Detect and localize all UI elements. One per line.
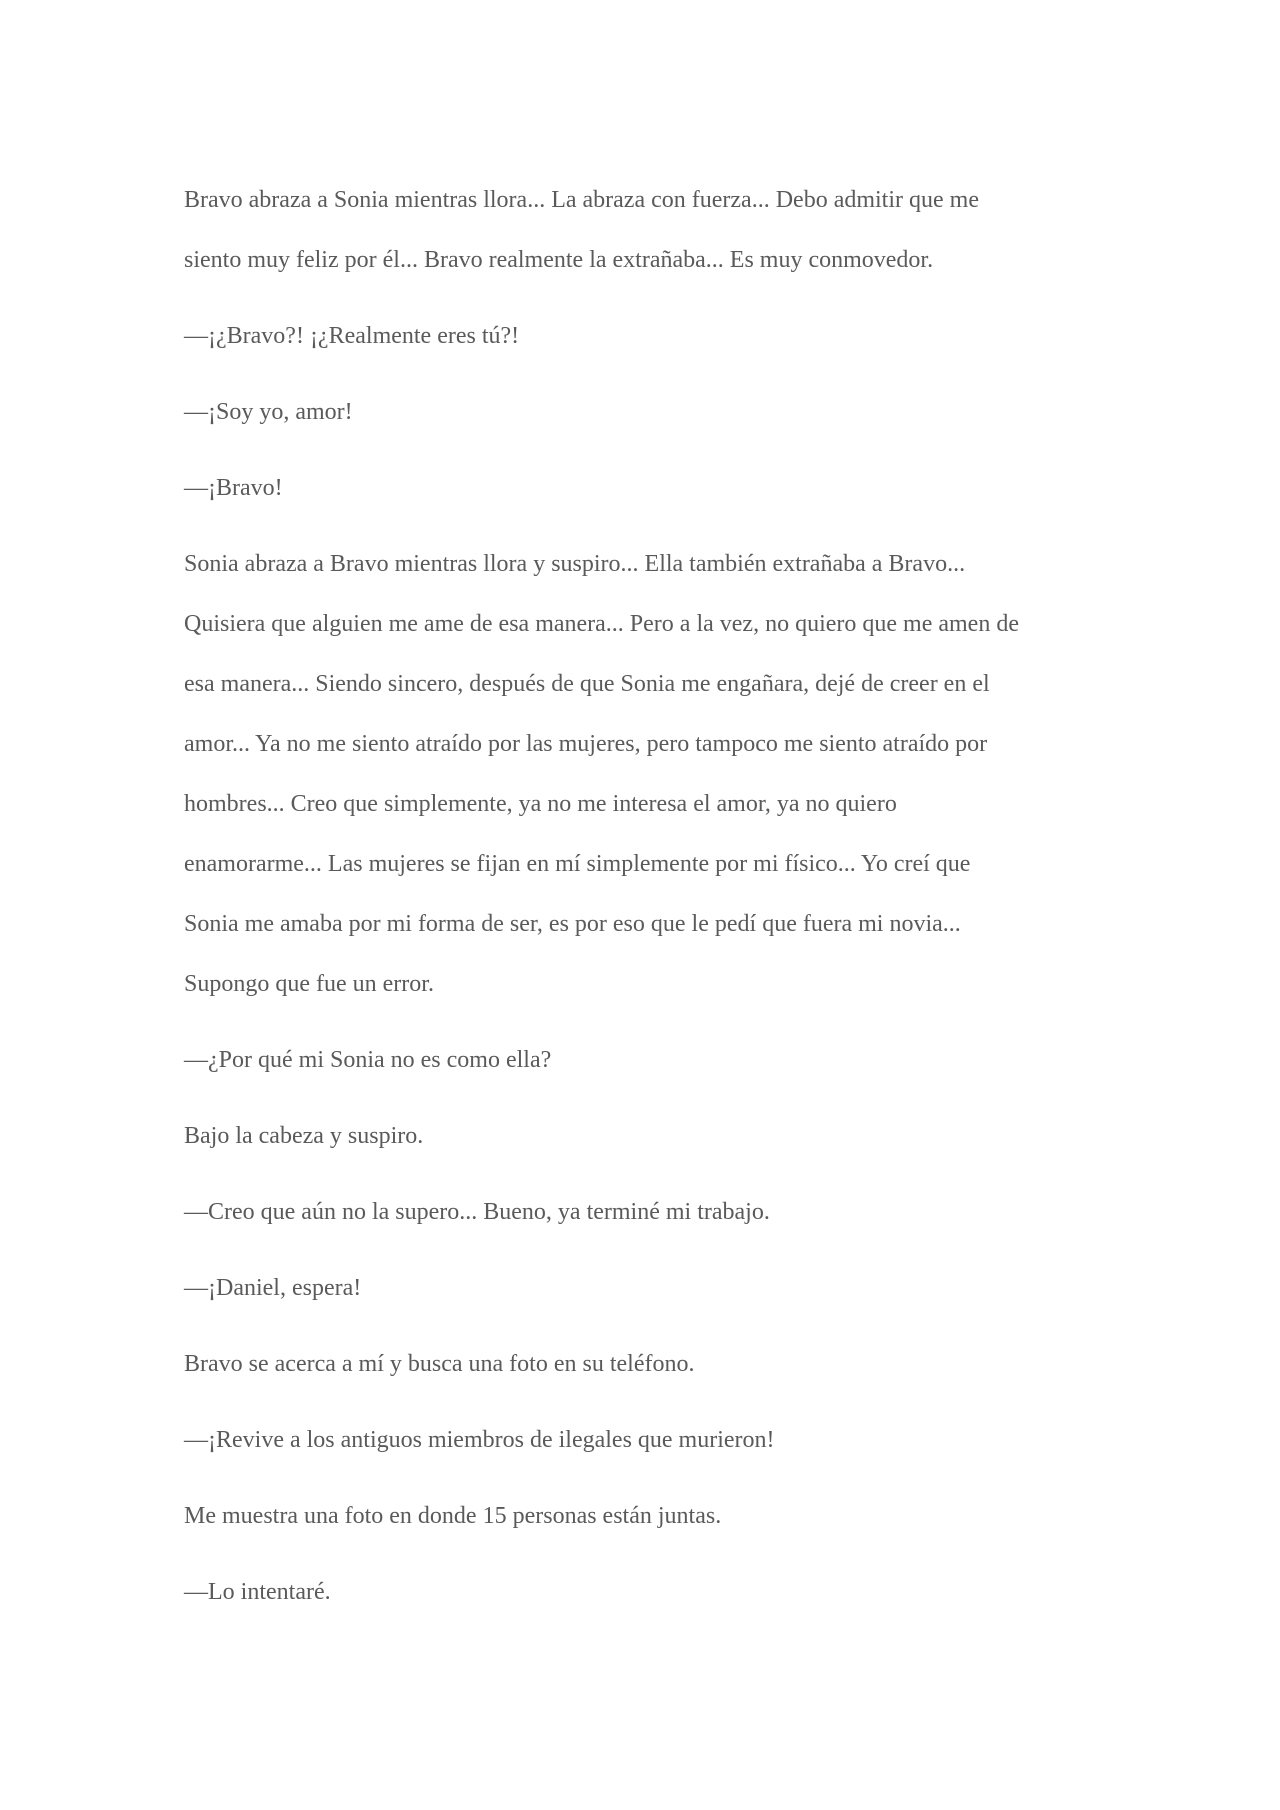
paragraph-line: Supongo que fue un error.	[184, 971, 434, 997]
dialogue-line: —Creo que aún no la supero... Bueno, ya terminé mi trabajo.	[184, 1199, 770, 1225]
paragraph-2	[184, 534, 1104, 1014]
paragraph-line: siento muy feliz por él... Bravo realmente la extrañaba... Es muy conmovedor.	[184, 247, 934, 273]
paragraph-line: hombres... Creo que simplemente, ya no me interesa el amor, ya no quiero	[184, 791, 897, 817]
paragraph-line: esa manera... Siendo sincero, después de que Sonia me engañara, dejé de creer en el	[184, 671, 990, 697]
dialogue-line: —¡Daniel, espera!	[184, 1275, 362, 1301]
paragraph-1	[184, 170, 1104, 290]
paragraph-line: Sonia me amaba por mi forma de ser, es por eso que le pedí que fuera mi novia...	[184, 911, 961, 937]
dialogue-line: —¿Por qué mi Sonia no es como ella?	[184, 1047, 552, 1073]
paragraph-line: Quisiera que alguien me ame de esa manera... Pero a la vez, no quiero que me amen de	[184, 611, 1019, 637]
dialogue-line: —¡Revive a los antiguos miembros de ilegales que murieron!	[184, 1427, 775, 1453]
dialogue-line: —¡Bravo!	[184, 475, 283, 501]
paragraph-line: Bravo abraza a Sonia mientras llora... La abraza con fuerza... Debo admitir que me	[184, 187, 979, 213]
paragraph-line: enamorarme... Las mujeres se fijan en mí simplemente por mi físico... Yo creí que	[184, 851, 971, 877]
paragraph-line: amor... Ya no me siento atraído por las mujeres, pero tampoco me siento atraído por	[184, 731, 988, 757]
narration-line: Me muestra una foto en donde 15 personas están juntas.	[184, 1503, 722, 1529]
dialogue-line: —¡¿Bravo?! ¡¿Realmente eres tú?!	[184, 323, 520, 349]
narration-line: Bajo la cabeza y suspiro.	[184, 1123, 424, 1149]
paragraph-line: Sonia abraza a Bravo mientras llora y suspiro... Ella también extrañaba a Bravo...	[184, 551, 966, 577]
narration-line: Bravo se acerca a mí y busca una foto en su teléfono.	[184, 1351, 695, 1377]
dialogue-line: —¡Soy yo, amor!	[184, 399, 353, 425]
document-body	[184, 170, 1104, 1622]
dialogue-line: —Lo intentaré.	[184, 1579, 331, 1605]
